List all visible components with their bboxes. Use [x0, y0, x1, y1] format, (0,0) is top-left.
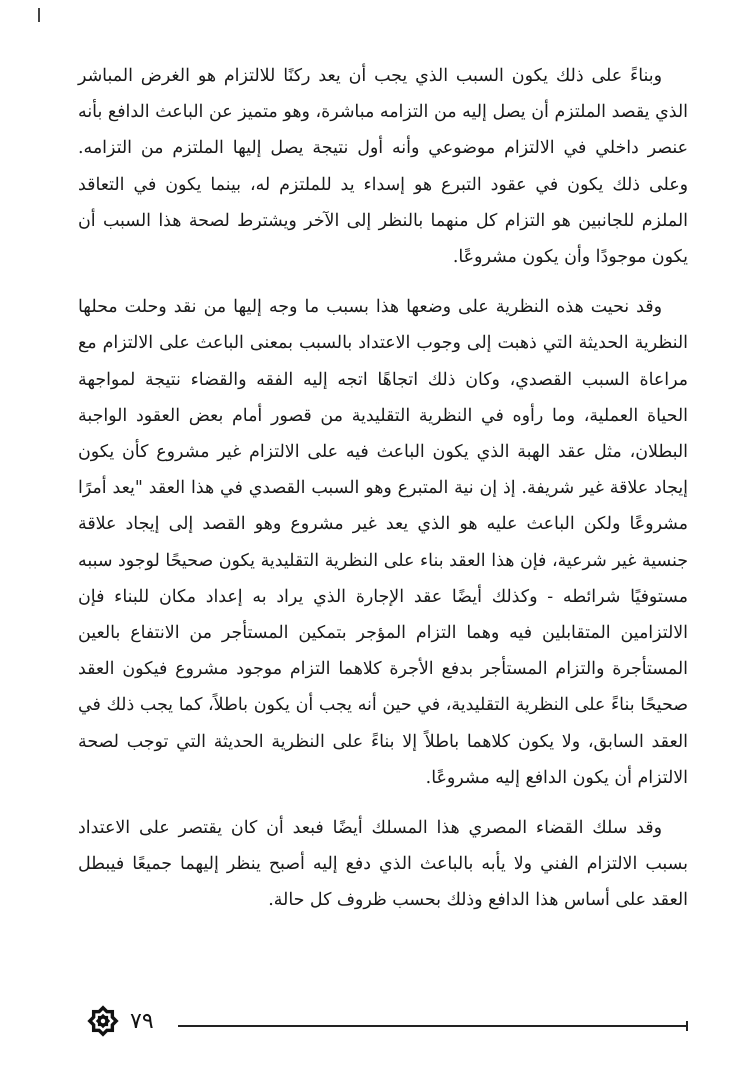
footer-rule: [178, 1025, 688, 1027]
page-number: ٧٩: [130, 1009, 154, 1034]
page-footer: [86, 1002, 688, 1042]
corner-mark: [38, 8, 52, 22]
paragraph-1: وبناءً على ذلك يكون السبب الذي يجب أن يعد ركنًا للالتزام هو الغرض المباشر الذي يقصد الملتزم أن يصل إليه من التزامه مباشرة، وهو متميز عن الباعث الدافع بأنه عنصر داخلي في الالتزام موضوعي وأنه أول نتيجة يصل إليها الملتزم من التزامه. وعلى ذلك يكون في عقود التبرع هو إسداء يد للملتزم له، بينما يكون في التعاقد الملزم للجانبين هو التزام كل منهما بالنظر إلى الآخر ويشترط لصحة هذا السبب أن يكون موجودًا وأن يكون مشروعًا.: [78, 66, 688, 268]
page-body: [78, 58, 688, 919]
paragraph-3: وقد سلك القضاء المصري هذا المسلك أيضًا فبعد أن كان يقتصر على الاعتداد بسبب الالتزام الفني ولا يأبه بالباعث الذي دفع إليه أصبح ينظر إليهما جميعًا فيبطل العقد على أساس هذا الدافع وذلك بحسب ظروف كل حالة.: [78, 818, 688, 911]
eight-point-star-ornament-icon: [86, 1004, 120, 1038]
paragraph-2: وقد نحيت هذه النظرية على وضعها هذا بسبب ما وجه إليها من نقد وحلت محلها النظرية الحديثة التي ذهبت إلى وجوب الاعتداد بالسبب بمعنى الباعث على الالتزام مع مراعاة السبب القصدي، وكان ذلك اتجاهًا اتجه إليه الفقه والقضاء نتيجة لمواجهة الحياة العملية، وما رأوه في النظرية التقليدية من قصور أمام بعض العقود الواجبة البطلان، مثل عقد الهبة الذي يكون الباعث فيه على الالتزام غير مشروع كأن يكون إيجاد علاقة غير شريفة. إذ إن نية المتبرع وهو السبب القصدي في هذا العقد "يعد أمرًا مشروعًا ولكن الباعث عليه هو الذي يعد غير مشروع وهو القصد إلى إيجاد علاقة جنسية غير شرعية، فإن هذا العقد بناء على النظرية التقليدية يكون صحيحًا لوجود سببه مستوفيًا شرائطه - وكذلك أيضًا عقد الإجارة الذي يراد به إعداد مكان للبناء فإن الالتزامين المتقابلين فيه وهما التزام المؤجر بتمكين المستأجر من الانتفاع بالعين المستأجرة والتزام المستأجر بدفع الأجرة كلاهما التزام موجود مشروع فيكون العقد صحيحًا بناءً على النظرية التقليدية، في حين أنه يجب أن يكون باطلاً، كما يجب ذلك في العقد السابق، ولا يكون كلاهما باطلاً إلا بناءً على النظرية الحديثة التي توجب لصحة الالتزام أن يكون الدافع إليه مشروعًا.: [78, 297, 688, 788]
